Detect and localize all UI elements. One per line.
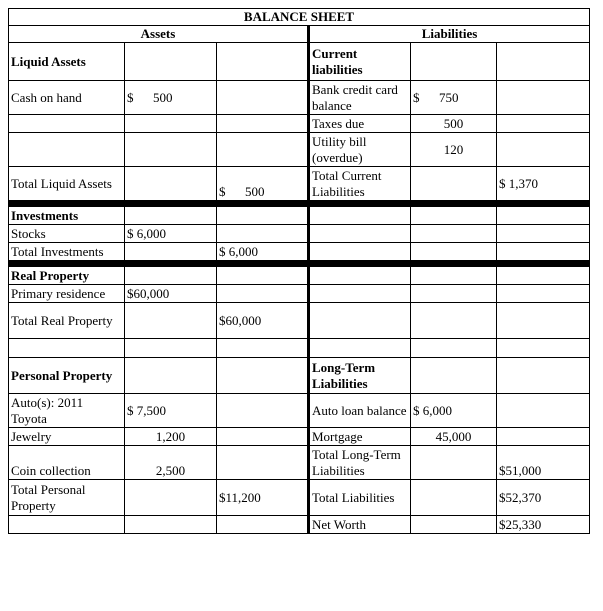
primary-residence-value: $60,000 (125, 285, 217, 303)
coin-collection-label: Coin collection (9, 446, 125, 480)
net-worth-value: $25,330 (497, 516, 590, 534)
jewelry-value: 1,200 (125, 428, 217, 446)
total-personal-property-value: $11,200 (217, 480, 309, 516)
total-current-liabilities-label: Total Current Liabilities (309, 167, 411, 201)
personal-property-heading: Personal Property (9, 358, 125, 394)
total-investments-label: Total Investments (9, 243, 125, 261)
total-liquid-assets-label: Total Liquid Assets (9, 167, 125, 201)
auto-loan-value: $ 6,000 (411, 394, 497, 428)
primary-residence-label: Primary residence (9, 285, 125, 303)
real-property-heading: Real Property (9, 267, 125, 285)
utility-bill-value: 120 (411, 133, 497, 167)
stocks-label: Stocks (9, 225, 125, 243)
cash-on-hand-label: Cash on hand (9, 81, 125, 115)
auto-label: Auto(s): 2011 Toyota (9, 394, 125, 428)
cash-on-hand-value: $ 500 (125, 81, 217, 115)
total-real-property-value: $60,000 (217, 303, 309, 339)
total-long-term-liabilities-label: Total Long-Term Liabilities (309, 446, 411, 480)
taxes-due-value: 500 (411, 115, 497, 133)
liquid-assets-heading: Liquid Assets (9, 43, 125, 81)
total-liabilities-value: $52,370 (497, 480, 590, 516)
total-liabilities-label: Total Liabilities (309, 480, 411, 516)
mortgage-label: Mortgage (309, 428, 411, 446)
investments-heading: Investments (9, 207, 125, 225)
jewelry-label: Jewelry (9, 428, 125, 446)
balance-sheet-table (8, 8, 590, 534)
liabilities-header: Liabilities (309, 26, 590, 43)
coin-collection-value: 2,500 (125, 446, 217, 480)
taxes-due-label: Taxes due (309, 115, 411, 133)
total-long-term-liabilities-value: $51,000 (497, 446, 590, 480)
stocks-value: $ 6,000 (125, 225, 217, 243)
bank-credit-card-label: Bank credit card balance (309, 81, 411, 115)
total-investments-value: $ 6,000 (217, 243, 309, 261)
total-real-property-label: Total Real Property (9, 303, 125, 339)
utility-bill-label: Utility bill (overdue) (309, 133, 411, 167)
long-term-liabilities-heading: Long-Term Liabilities (309, 358, 411, 394)
bank-credit-card-value: $ 750 (411, 81, 497, 115)
auto-value: $ 7,500 (125, 394, 217, 428)
sheet-title: BALANCE SHEET (9, 9, 590, 26)
total-liquid-assets-value: $ 500 (217, 167, 309, 201)
auto-loan-label: Auto loan balance (309, 394, 411, 428)
assets-header: Assets (9, 26, 309, 43)
mortgage-value: 45,000 (411, 428, 497, 446)
current-liabilities-heading: Current liabilities (309, 43, 411, 81)
net-worth-label: Net Worth (309, 516, 411, 534)
total-personal-property-label: Total Personal Property (9, 480, 125, 516)
total-current-liabilities-value: $ 1,370 (497, 167, 590, 201)
